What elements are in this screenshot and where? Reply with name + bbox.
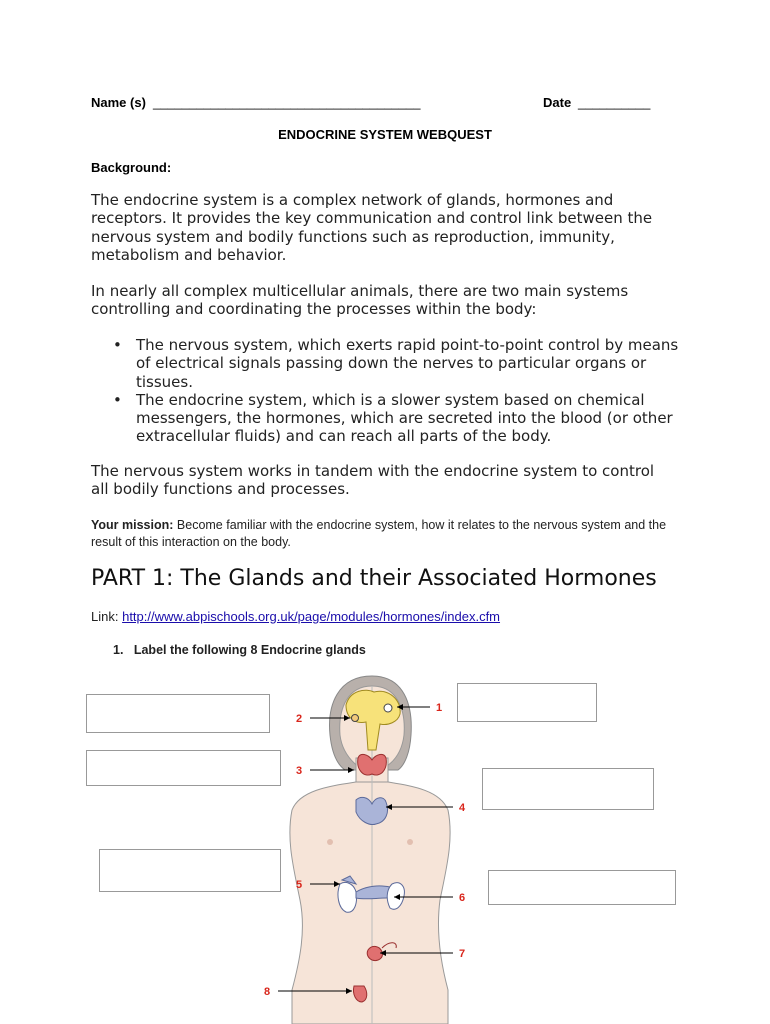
name-line[interactable]: _____________________________________ [153,95,421,110]
gland-number-3: 3 [296,765,303,777]
gland-number-4: 4 [459,802,466,814]
gland-number-8: 8 [264,986,271,998]
question-1: 1. Label the following 8 Endocrine glands [113,643,366,657]
pituitary-gland [352,715,359,722]
gland-number-6: 6 [459,892,466,904]
kidney-left [338,882,357,912]
name-label: Name (s) [91,95,146,110]
gland-number-5: 5 [296,879,303,891]
date-line[interactable]: __________ [578,95,651,110]
list-item: • The endocrine system, which is a slower system based on chemical messengers, the hormones, which are secreted into the blood (or other extracellular fluids) and can reach all parts of the body. [91,391,691,446]
list-item: • The nervous system, which exerts rapid point-to-point control by means of electrical signals passing down the nerves to particular organs or tissues. [91,336,691,391]
intro-paragraph: The endocrine system is a complex network of glands, hormones and receptors. It provides the key communication and control link between the nervous system and bodily functions such as reproduction, immunity, metabolism and behavior. [91,191,653,264]
link-label: Link: [91,609,119,624]
tandem-paragraph: The nervous system works in tandem with the endocrine system to control all bodily functions and processes. [91,462,655,499]
pineal-gland [384,704,392,712]
mission-text: Become familiar with the endocrine system, how it relates to the nervous system and the result of this interaction on the body. [91,518,667,549]
gland-number-2: 2 [296,713,303,725]
part1-heading: PART 1: The Glands and their Associated Hormones [91,566,657,591]
gland-number-7: 7 [459,948,466,960]
abpi-link[interactable]: http://www.abpischools.org.uk/page/modules/hormones/index.cfm [122,609,501,624]
nipple-right [407,839,413,845]
gland-number-1: 1 [436,702,443,714]
background-label: Background: [91,160,172,175]
mission-label: Your mission: [91,518,174,532]
systems-paragraph: In nearly all complex multicellular animals, there are two main systems controlling and coordinating the processes within the body: [91,282,629,319]
page-title: ENDOCRINE SYSTEM WEBQUEST [278,127,492,142]
date-label: Date [543,95,572,110]
nipple-left [327,839,333,845]
